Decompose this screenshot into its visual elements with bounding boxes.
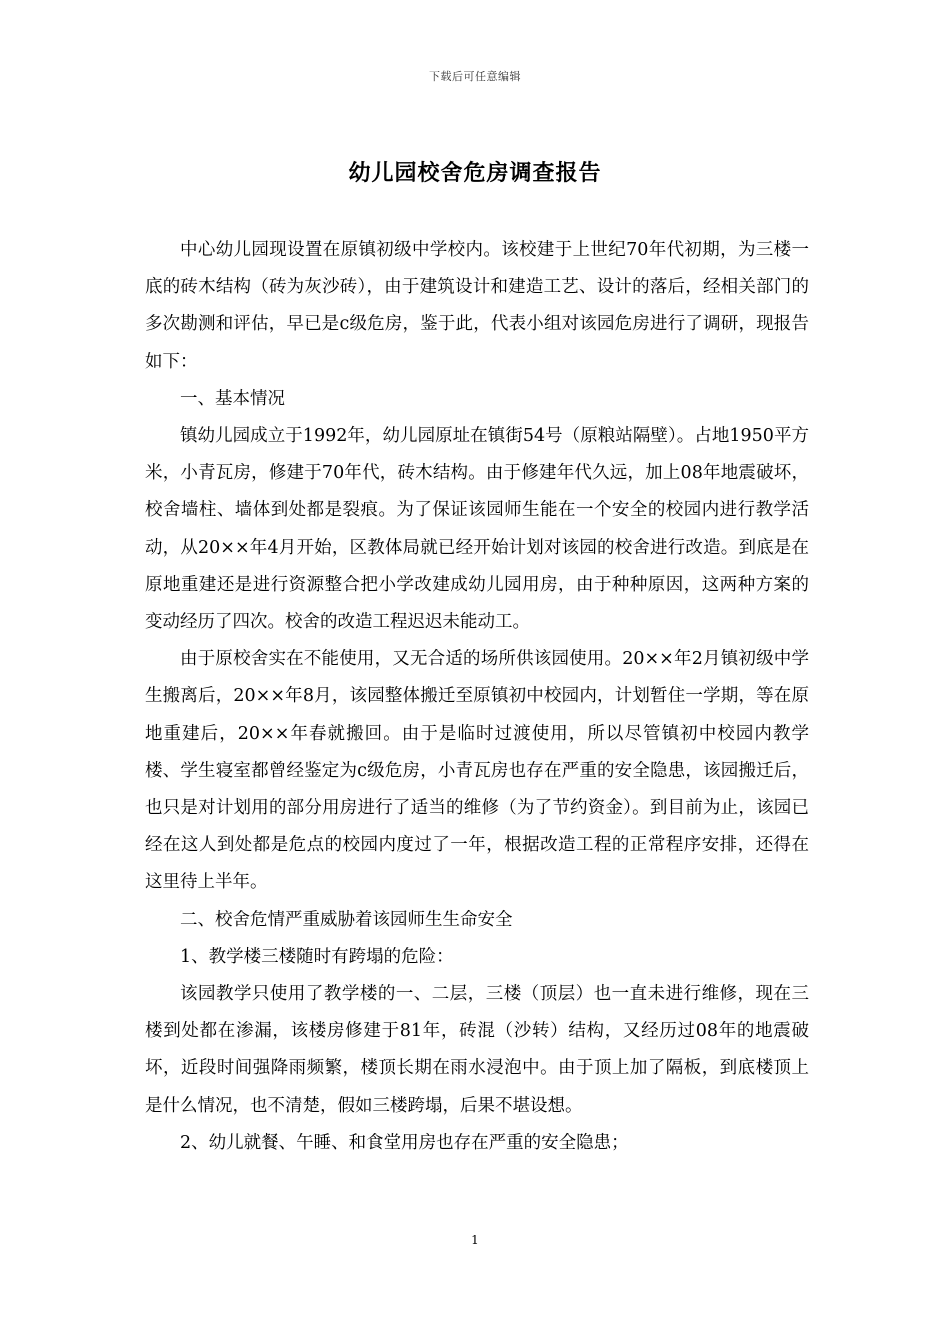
paragraph-intro: 中心幼儿园现设置在原镇初级中学校内。该校建于上世纪70年代初期，为三楼一底的砖木结构（砖为灰沙砖），由于建筑设计和建造工艺、设计的落后，经相关部门的多次勘测和评估，早已是c级危房，鉴于此，代表小组对该园危房进行了调研，现报告如下： bbox=[145, 240, 809, 372]
section-heading-danger: 二、校舍危情严重威胁着该园师生生命安全 bbox=[180, 909, 513, 930]
paragraph-relocation: 由于原校舍实在不能使用，又无合适的场所供该园使用。20××年2月镇初级中学生搬离后，20××年8月，该园整体搬迁至原镇初中校园内，计划暂住一学期，等在原地重建后，20××年春就搬回。由于是临时过渡使用，所以尽管镇初中校园内教学楼、学生寝室都曾经鉴定为c级危房，小青瓦房也存在严重的安全隐患，该园搬迁后，也只是对计划用的部分用房进行了适当的维修（为了节约资金）。到目前为止，该园已经在这人到处都是危点的校园内度过了一年，根据改造工程的正常程序安排，还得在这里待上半年。 bbox=[145, 649, 809, 893]
page-number: 1 bbox=[471, 1233, 479, 1247]
paragraph-third-floor: 该园教学只使用了教学楼的一、二层，三楼（顶层）也一直未进行维修，现在三楼到处都在渗漏，该楼房修建于81年，砖混（沙转）结构，又经历过08年的地震破坏，近段时间强降雨频繁，楼顶长期在雨水浸泡中。由于顶上加了隔板，到底楼顶上是什么情况，也不清楚，假如三楼跨塌，后果不堪设想。 bbox=[145, 984, 809, 1116]
section-heading-basic-situation: 一、基本情况 bbox=[180, 388, 285, 409]
paragraph-basic-situation: 镇幼儿园成立于1992年，幼儿园原址在镇街54号（原粮站隔壁）。占地1950平方米，小青瓦房，修建于70年代，砖木结构。由于修建年代久远，加上08年地震破坏，校舍墙柱、墙体到处都是裂痕。为了保证该园师生能在一个安全的校园内进行教学活动，从20××年4月开始，区教体局就已经开始计划对该园的校舍进行改造。到底是在原地重建还是进行资源整合把小学改建成幼儿园用房，由于种种原因，这两种方案的变动经历了四次。校舍的改造工程迟迟未能动工。 bbox=[145, 426, 809, 633]
document-body bbox=[145, 232, 809, 1162]
document-title: 幼儿园校舍危房调查报告 bbox=[348, 160, 602, 186]
subheading-dining-napping: 2、幼儿就餐、午睡、和食堂用房也存在严重的安全隐患； bbox=[180, 1132, 629, 1153]
subheading-third-floor: 1、教学楼三楼随时有跨塌的危险： bbox=[180, 946, 454, 967]
header-note: 下载后可任意编辑 bbox=[429, 70, 521, 83]
